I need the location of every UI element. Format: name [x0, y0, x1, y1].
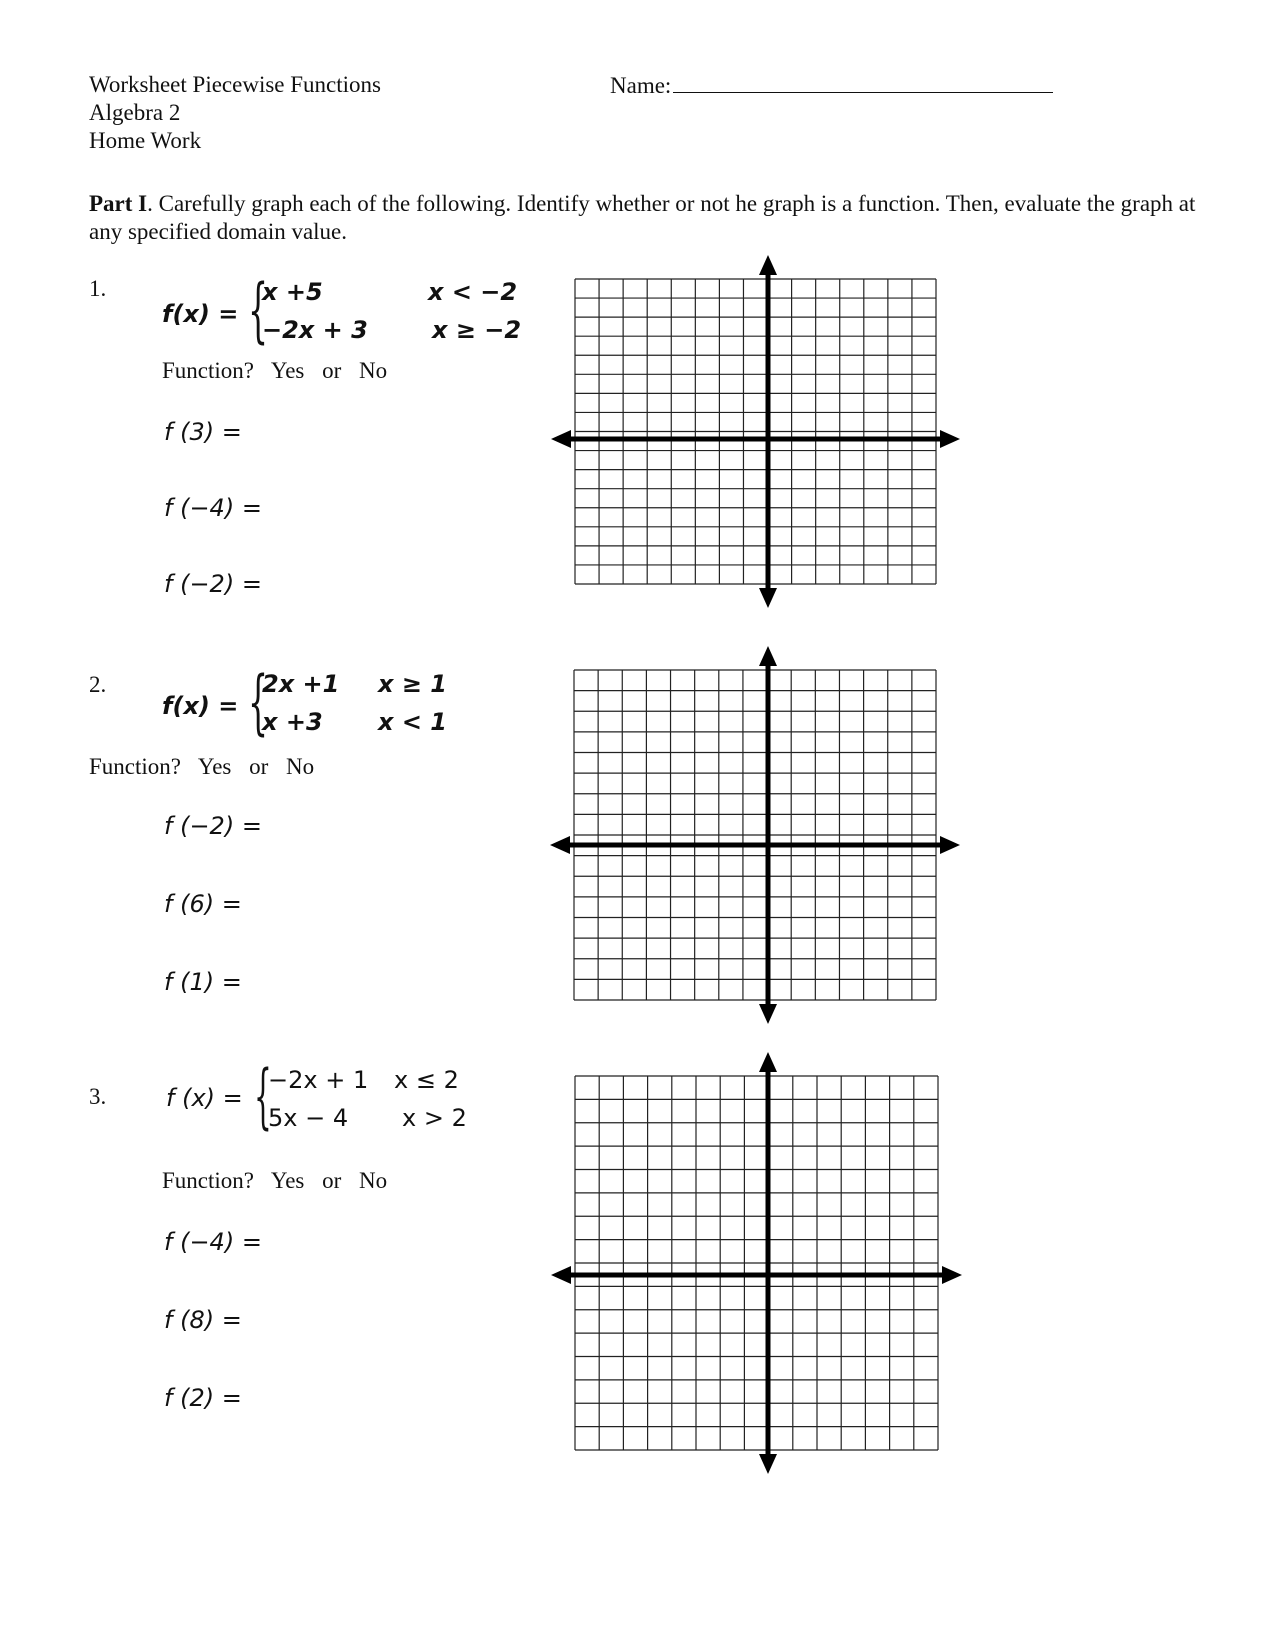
problem-2-lhs: f(x) = — [162, 692, 239, 720]
problem-2-brace: { — [248, 661, 269, 743]
y-axis-up-arrow-icon — [759, 1052, 777, 1072]
problem-3-piece-1-cond: x ≤ 2 — [394, 1066, 459, 1094]
or-text: or — [322, 358, 342, 383]
problem-2-number: 2. — [89, 672, 107, 697]
function-label: Function? — [89, 754, 181, 779]
problem-1-eval-3[interactable]: f (−2) = — [164, 570, 262, 598]
no-option[interactable]: No — [286, 754, 315, 779]
yes-option[interactable]: Yes — [270, 358, 305, 383]
or-text: or — [249, 754, 269, 779]
problem-3-eval-2[interactable]: f (8) = — [164, 1306, 242, 1334]
yes-option[interactable]: Yes — [270, 1168, 305, 1193]
problem-1-lhs: f(x) = — [162, 300, 239, 328]
problem-3-brace: { — [254, 1055, 272, 1137]
problem-3-lhs: f (x) = — [166, 1084, 243, 1112]
instructions-text: . Carefully graph each of the following. Identify whether or not he graph is a function. Then, evaluate the graph at any specified domain value. — [89, 191, 1196, 244]
function-label: Function? — [162, 358, 254, 383]
problem-2-eval-1[interactable]: f (−2) = — [164, 812, 262, 840]
no-option[interactable]: No — [359, 358, 388, 383]
problem-1-brace: { — [248, 269, 269, 351]
problem-2-piece-1-expr: 2x +1 — [262, 670, 340, 698]
name-label: Name: — [610, 73, 672, 98]
problem-3-piece-2-cond: x > 2 — [402, 1104, 467, 1132]
x-axis-right-arrow-icon — [942, 1266, 962, 1284]
problem-1-number: 1. — [89, 276, 107, 301]
y-axis-down-arrow-icon — [759, 1454, 777, 1474]
problem-2-piece-1-cond: x ≥ 1 — [378, 670, 447, 698]
problem-3-piece-2-expr: 5x − 4 — [268, 1104, 349, 1132]
problem-3-number: 3. — [89, 1084, 107, 1109]
or-text: or — [322, 1168, 342, 1193]
problem-1-eval-1[interactable]: f (3) = — [164, 418, 242, 446]
problem-1-piece-2-expr: −2x + 3 — [262, 316, 368, 344]
problem-2-eval-3[interactable]: f (1) = — [164, 968, 242, 996]
problem-1-piece-1-cond: x < −2 — [428, 278, 518, 306]
function-label: Function? — [162, 1168, 254, 1193]
problem-1-piece-1-expr: x +5 — [262, 278, 323, 306]
worksheet-title: Worksheet Piecewise Functions — [89, 72, 381, 97]
yes-option[interactable]: Yes — [197, 754, 232, 779]
problem-2-piece-2-cond: x < 1 — [378, 708, 447, 736]
problem-3-piece-1-expr: −2x + 1 — [268, 1066, 369, 1094]
problem-1-eval-2[interactable]: f (−4) = — [164, 494, 262, 522]
problem-2-eval-2[interactable]: f (6) = — [164, 890, 242, 918]
no-option[interactable]: No — [359, 1168, 388, 1193]
problem-2-piece-2-expr: x +3 — [262, 708, 323, 736]
assignment-type: Home Work — [89, 128, 202, 153]
part-label: Part I — [89, 191, 148, 216]
problem-3-eval-3[interactable]: f (2) = — [164, 1384, 242, 1412]
course-name: Algebra 2 — [89, 100, 181, 125]
x-axis-left-arrow-icon — [551, 1266, 571, 1284]
problem-1-piece-2-cond: x ≥ −2 — [432, 316, 522, 344]
problem-3-eval-1[interactable]: f (−4) = — [164, 1228, 262, 1256]
